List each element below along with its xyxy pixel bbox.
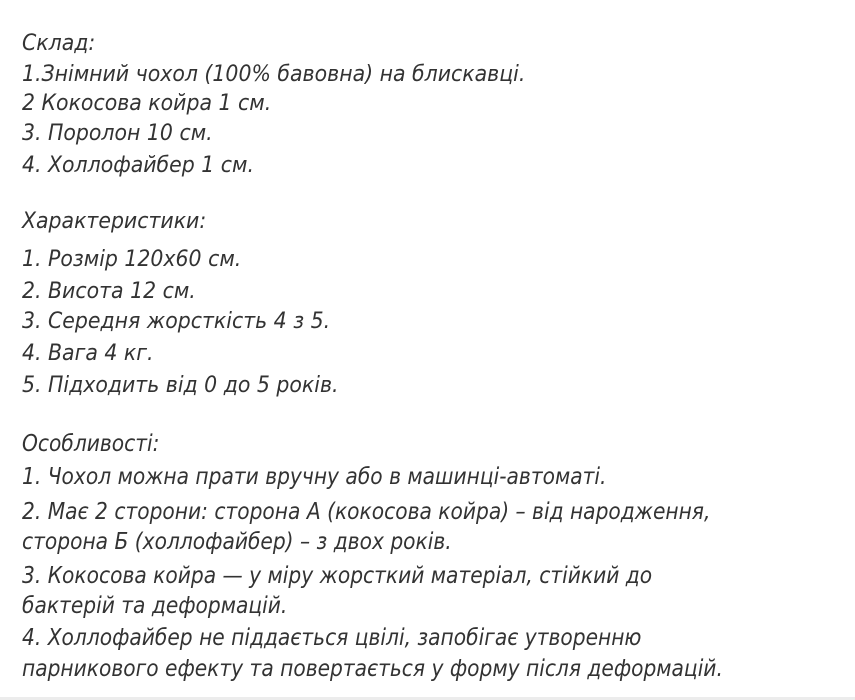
features-heading: Особливості: (22, 429, 160, 457)
features-line: 3. Кокосова койра — у міру жорсткий матеріал, стійкий до (22, 561, 653, 589)
composition-item: 1.Знімний чохол (100% бавовна) на блискавці. (22, 62, 526, 87)
composition-item: 4. Холлофайбер 1 см. (22, 153, 254, 178)
characteristics-item: 5. Підходить від 0 до 5 років. (22, 373, 339, 398)
characteristics-item: 2. Висота 12 см. (22, 279, 196, 304)
composition-item: 2 Кокосова койра 1 см. (22, 91, 272, 116)
characteristics-item: 3. Середня жорсткість 4 з 5. (22, 309, 331, 334)
characteristics-item: 4. Вага 4 кг. (22, 341, 154, 366)
characteristics-heading: Характеристики: (22, 209, 207, 234)
features-line: 4. Холлофайбер не піддається цвілі, запобігає утворенню (22, 623, 642, 651)
features-line: сторона Б (холлофайбер) – з двох років. (22, 527, 452, 555)
features-line: парникового ефекту та повертається у форму після деформацій. (22, 654, 723, 682)
composition-heading: Склад: (22, 31, 96, 56)
composition-item: 3. Поролон 10 см. (22, 121, 213, 146)
characteristics-item: 1. Розмір 120х60 см. (22, 247, 242, 272)
features-line: бактерій та деформацій. (22, 591, 288, 619)
features-line: 1. Чохол можна прати вручну або в машинці-автоматі. (22, 462, 607, 490)
features-line: 2. Має 2 сторони: сторона А (кокосова койра) – від народження, (22, 497, 711, 525)
